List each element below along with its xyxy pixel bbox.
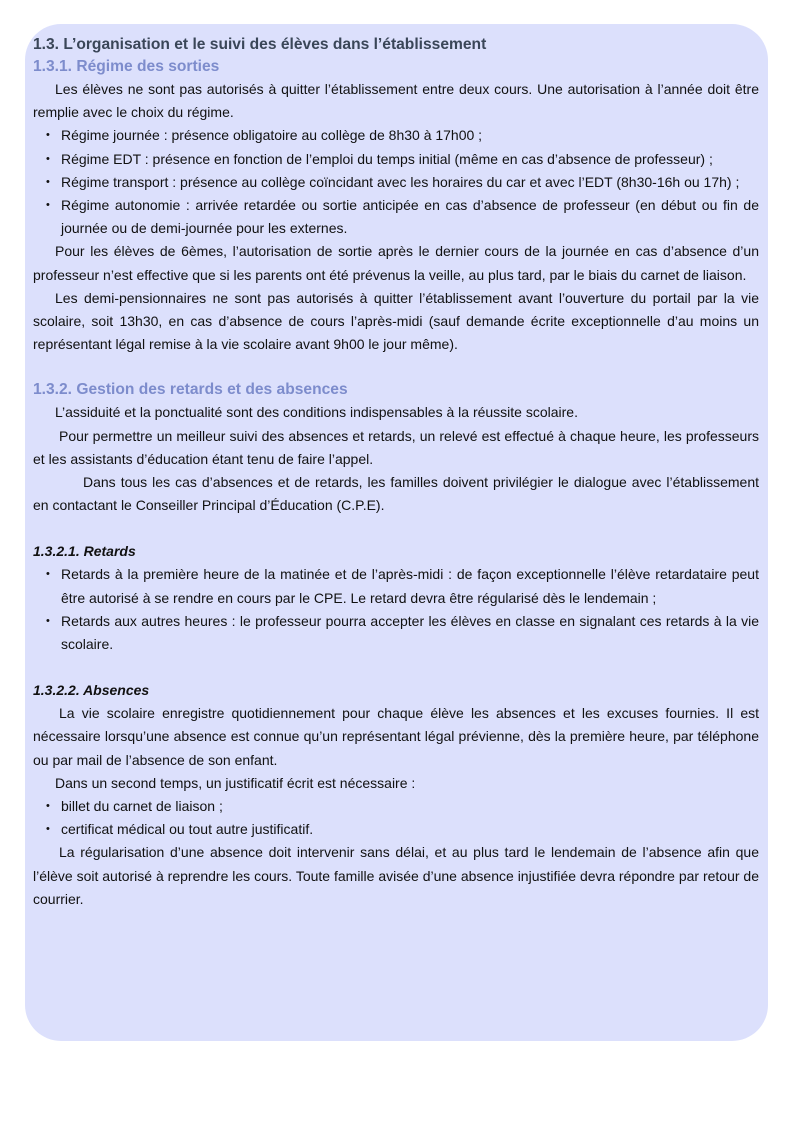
- sorties-intro: Les élèves ne sont pas autorisés à quitter l’établissement entre deux cours. Une autorisation à l’année doit être remplie avec le choix du régime.: [33, 81, 759, 121]
- para-6emes: Pour les élèves de 6èmes, l’autorisation de sortie après le dernier cours de la journée en cas d’absence d’un professeur n’est effective que si les parents ont été prévenus la veille, au plus tard, par le biais du carnet de liaison.: [33, 243, 759, 283]
- gestion-para-3: Dans tous les cas d’absences et de retards, les familles doivent privilégier le dialogue avec l’établissement en contactant le Conseiller Principal d’Éducation (C.P.E).: [33, 474, 759, 514]
- absences-para-1: La vie scolaire enregistre quotidiennement pour chaque élève les absences et les excuses fournies. Il est nécessaire lorsqu’une absence est connue qu’un représentant légal prévienne, dès la première heure, par téléphone ou par mail de l’absence de son enfant.: [33, 705, 759, 768]
- spacer: [33, 356, 759, 379]
- section-title: 1.3. L’organisation et le suivi des élèves dans l’établissement: [33, 36, 487, 53]
- section-panel: [25, 24, 768, 1041]
- list-item: • Retards à la première heure de la matinée et de l’après-midi : de façon exceptionnelle l’élève retardataire peut être autorisé à se rendre en cours par le CPE. Le retard devra être régularisé dès le lendemain ;: [61, 563, 759, 609]
- absences-para-3: La régularisation d’une absence doit intervenir sans délai, et au plus tard le lendemain de l’absence afin que l’élève soit autorisé à reprendre les cours. Toute famille avisée d’une absence injustifiée devra répondre par retour de courrier.: [33, 844, 759, 907]
- subsection-title-gestion: 1.3.2. Gestion des retards et des absences: [33, 381, 348, 399]
- list-item: • Retards aux autres heures : le professeur pourra accepter les élèves en classe en signalant ces retards à la vie scolaire.: [61, 610, 759, 656]
- list-item: • Régime transport : présence au collège coïncidant avec les horaires du car et avec l’EDT (8h30-16h ou 17h) ;: [61, 171, 759, 194]
- gestion-para-2: Pour permettre un meilleur suivi des absences et retards, un relevé est effectué à chaque heure, les professeurs et les assistants d’éducation étant tenu de faire l’appel.: [33, 427, 759, 467]
- list-item: • Régime journée : présence obligatoire au collège de 8h30 à 17h00 ;: [61, 124, 759, 147]
- subsubsection-title-retards: 1.3.2.1. Retards: [33, 543, 136, 560]
- list-item: • billet du carnet de liaison ;: [61, 795, 759, 818]
- subsection-title-sorties: 1.3.1. Régime des sorties: [33, 58, 220, 75]
- list-item: • certificat médical ou tout autre justificatif.: [61, 818, 759, 841]
- para-demi-pensionnaires: Les demi-pensionnaires ne sont pas autorisés à quitter l’établissement avant l’ouverture du portail par la vie scolaire, soit 13h30, en cas d’absence de cours l’après-midi (sauf demande écrite exceptionnelle d’au moins un représentant légal remise à la vie scolaire avant 9h00 le jour même).: [33, 289, 759, 353]
- spacer: [33, 656, 759, 679]
- list-item: • Régime EDT : présence en fonction de l’emploi du temps initial (même en cas d’absence de professeur) ;: [61, 148, 759, 171]
- subsubsection-title-absences: 1.3.2.2. Absences: [33, 682, 150, 699]
- regime-list: [33, 124, 759, 240]
- absences-para-2: Dans un second temps, un justificatif écrit est nécessaire :: [55, 774, 416, 791]
- list-item: • Régime autonomie : arrivée retardée ou sortie anticipée en cas d’absence de professeur (en début ou fin de journée ou de demi-journée pour les externes.: [61, 194, 759, 240]
- retards-list: [33, 563, 759, 656]
- justificatif-list: [33, 795, 759, 841]
- gestion-para-1: L’assiduité et la ponctualité sont des conditions indispensables à la réussite scolaire.: [55, 404, 578, 421]
- spacer: [33, 517, 759, 540]
